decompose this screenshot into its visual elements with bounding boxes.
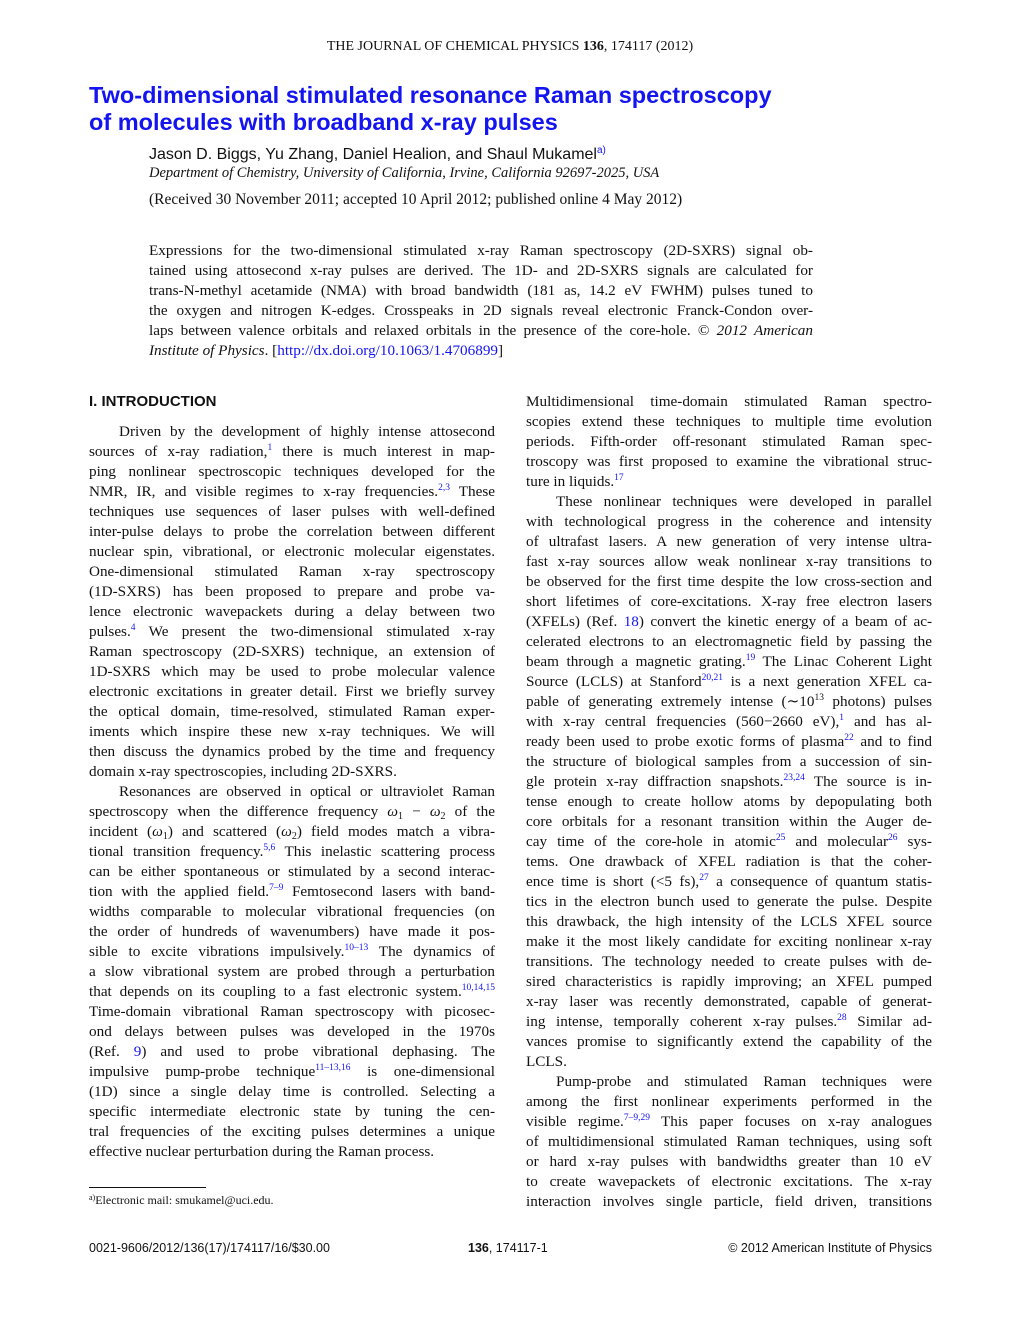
text-run: the optical domain, time-resolved, stimulated Raman exper- — [89, 703, 495, 720]
citation-link[interactable]: 10,14,15 — [461, 983, 495, 993]
text-line — [149, 281, 813, 301]
text-line — [89, 842, 495, 862]
text-line — [526, 792, 932, 812]
text-run: visible regime. — [526, 1113, 624, 1130]
journal-volume: 136 — [582, 39, 604, 54]
text-run: vances promise to significantly extend the capability of the — [526, 1033, 932, 1050]
text-line — [526, 1012, 932, 1032]
text-run: (XFELs) (Ref. — [526, 613, 624, 630]
text-line — [89, 562, 495, 582]
text-run: Raman spectroscopy (2D-SXRS) technique, an extension of — [89, 643, 495, 660]
text-run: fast x-ray sources allow weak nonlinear x-ray transitions to — [526, 553, 932, 570]
text-line — [526, 732, 932, 752]
text-run: LCLS. — [526, 1053, 567, 1070]
text-line — [89, 962, 495, 982]
text-run: photons) pulses — [824, 693, 932, 710]
text-line — [526, 1112, 932, 1132]
text-line — [526, 912, 932, 932]
text-run: among the first nonlinear experiments performed in the — [526, 1093, 932, 1110]
text-run: . [ — [264, 342, 278, 359]
text-line — [89, 922, 495, 942]
text-run: These — [449, 483, 495, 500]
text-run: Expressions for the two-dimensional stimulated x-ray Raman spectroscopy (2D-SXRS) signal ob- — [149, 242, 813, 259]
text-line — [526, 392, 932, 412]
text-line — [89, 542, 495, 562]
text-line — [149, 261, 813, 281]
text-run: pulses. — [89, 623, 131, 640]
text-run: Source (LCLS) at Stanford — [526, 673, 702, 690]
math-symbol: ω — [281, 823, 292, 840]
text-run: gle protein x-ray diffraction snapshots. — [526, 773, 784, 790]
title-line-2: of molecules with broadband x-ray pulses — [89, 109, 558, 135]
citation-link[interactable]: 28 — [837, 1013, 847, 1023]
text-run: and molecular — [785, 833, 888, 850]
text-run: ) and scattered ( — [167, 823, 282, 840]
text-line — [526, 532, 932, 552]
text-run: troscopy was first proposed to examine the vibrational struc- — [526, 453, 932, 470]
citation-link[interactable]: 7–9,29 — [623, 1113, 650, 1123]
text-line — [89, 1062, 495, 1082]
text-line — [526, 632, 932, 652]
text-run: ing intense, temporally coherent x-ray pulses. — [526, 1013, 838, 1030]
text-line — [89, 682, 495, 702]
citation-link[interactable]: 7–9 — [269, 883, 284, 893]
text-run: (1D) since a single delay time is controlled. Selecting a — [89, 1083, 495, 1100]
text-run: is one-dimensional — [350, 1063, 495, 1080]
text-run: ) convert the kinetic energy of a beam of ac- — [638, 613, 932, 630]
affiliation: Department of Chemistry, University of California, Irvine, California 92697-2025, USA — [149, 165, 660, 181]
text-run: Multidimensional time-domain stimulated Raman spectro- — [526, 393, 932, 410]
reference-link[interactable]: 18 — [623, 613, 639, 630]
text-line — [89, 422, 495, 442]
text-run: that depends on its coupling to a fast electronic system. — [89, 983, 462, 1000]
text-line — [526, 1172, 932, 1192]
text-run: incident ( — [89, 823, 153, 840]
citation-link[interactable]: 1 — [839, 713, 845, 723]
text-run: One-dimensional stimulated Raman x-ray spectroscopy — [89, 563, 495, 580]
text-line — [89, 762, 495, 782]
text-run: a slow vibrational system are probed through a perturbation — [89, 963, 495, 980]
text-run: Similar ad- — [846, 1013, 932, 1030]
text-line — [89, 442, 495, 462]
italic-text: Institute of Physics — [149, 342, 265, 359]
text-run: Resonances are observed in optical or ultraviolet Raman — [119, 783, 495, 800]
text-line — [89, 702, 495, 722]
right-column — [526, 392, 932, 1212]
text-run: trans-N-methyl acetamide (NMA) with broad bandwidth (181 as, 14.2 eV FWHM) pulses tuned to — [149, 282, 813, 299]
text-run: then discuss the dynamics probed by the time and frequency — [89, 743, 495, 760]
text-run: specific intermediate electronic state by tuning the cen- — [89, 1103, 495, 1120]
text-run: there is much interest in map- — [272, 443, 495, 460]
text-run: The dynamics of — [368, 943, 495, 960]
text-run: the order of hundreds of wavenumbers) have made it pos- — [89, 923, 495, 940]
text-line — [526, 672, 932, 692]
text-line — [149, 241, 813, 261]
text-line — [526, 712, 932, 732]
citation-link[interactable]: 27 — [699, 873, 709, 883]
text-run: ence time is short (<5 fs), — [526, 873, 700, 890]
text-run: ture in liquids. — [526, 473, 615, 490]
text-run: tional transition frequency. — [89, 843, 264, 860]
text-line — [526, 1132, 932, 1152]
text-line — [89, 1122, 495, 1142]
text-run: spectroscopy when the difference frequency — [89, 803, 388, 820]
text-run: tained using attosecond x-ray pulses are derived. The 1D- and 2D-SXRS signals are calculated for — [149, 262, 813, 279]
text-run: of ultrafast lasers. A new generation of very intense ultra- — [526, 533, 932, 550]
text-line — [89, 802, 495, 822]
text-line — [526, 1152, 932, 1172]
text-line — [89, 502, 495, 522]
subscript: 1 — [398, 811, 404, 822]
text-line — [89, 782, 495, 802]
article-title — [89, 82, 772, 136]
text-run: periods. Fifth-order off-resonant stimulated Raman spec- — [526, 433, 932, 450]
text-line — [89, 642, 495, 662]
text-run: techniques use sequences of laser pulses with well-defined — [89, 503, 495, 520]
journal-article-info: , 174117 (2012) — [603, 39, 694, 54]
text-line — [526, 1032, 932, 1052]
citation-link[interactable]: 1 — [267, 443, 273, 453]
text-line — [526, 1052, 932, 1072]
text-run: make it the most likely candidate for exciting nonlinear x-ray — [526, 933, 932, 950]
text-run: This inelastic scattering process — [275, 843, 495, 860]
text-line — [89, 882, 495, 902]
text-run: (1D-SXRS) has been proposed to prepare and probe va- — [89, 583, 495, 600]
text-run: beam through a magnetic grating. — [526, 653, 746, 670]
subscript: 1 — [162, 831, 168, 842]
text-run: ond delays between pulses was developed in the 1970s — [89, 1023, 495, 1040]
text-line — [149, 341, 813, 361]
text-line — [89, 742, 495, 762]
text-run: ) and used to probe vibrational dephasing. The — [141, 1043, 495, 1060]
text-run: a consequence of quantum statis- — [708, 873, 932, 890]
subscript: 2 — [440, 811, 446, 822]
text-run: or hard x-ray pulses with bandwidths greater than 10 eV — [526, 1153, 932, 1170]
text-line — [526, 1092, 932, 1112]
text-run: of multidimensional stimulated Raman techniques, using soft — [526, 1133, 932, 1150]
text-line — [526, 492, 932, 512]
text-line — [526, 1072, 932, 1092]
text-line — [89, 982, 495, 1002]
text-run: Pump-probe and stimulated Raman techniques were — [556, 1073, 932, 1090]
math-symbol: ω — [152, 823, 163, 840]
text-line — [89, 482, 495, 502]
text-run: tion with the applied field. — [89, 883, 270, 900]
text-run: domain x-ray spectroscopies, including 2D-SXRS. — [89, 763, 397, 780]
text-run: interaction involves single particle, field driven, transitions — [526, 1193, 932, 1210]
text-line — [89, 822, 495, 842]
footer-issn: 0021-9606/2012/136(17)/174117/16/$30.00 — [89, 1241, 330, 1255]
text-line — [526, 952, 932, 972]
text-run: impulsive pump-probe technique — [89, 1063, 316, 1080]
text-run: is a next generation XFEL ca- — [723, 673, 932, 690]
text-run: ready been used to probe exotic forms of plasma — [526, 733, 845, 750]
text-run: We present the two-dimensional stimulated x-ray — [135, 623, 495, 640]
text-line — [89, 462, 495, 482]
doi-link[interactable]: http://dx.doi.org/10.1063/1.4706899 — [277, 342, 499, 359]
text-line — [526, 892, 932, 912]
text-run: ] — [498, 342, 504, 359]
text-run: sources of x-ray radiation, — [89, 443, 268, 460]
text-run: effective nuclear perturbation during the Raman process. — [89, 1143, 435, 1160]
exponent: 13 — [814, 693, 824, 703]
text-run: NMR, IR, and visible regimes to x-ray frequencies. — [89, 483, 439, 500]
text-run: The source is in- — [804, 773, 932, 790]
text-line — [526, 452, 932, 472]
text-line — [89, 1082, 495, 1102]
text-line — [526, 872, 932, 892]
text-run: short lifetimes of core-excitations. X-ray free electron lasers — [526, 593, 932, 610]
text-run: the structure of biological samples from a succession of sin- — [526, 753, 932, 770]
text-line — [526, 472, 932, 492]
citation-link[interactable]: 4 — [130, 623, 136, 633]
text-run: This paper focuses on x-ray analogues — [649, 1113, 932, 1130]
title-line-1: Two-dimensional stimulated resonance Raman spectroscopy — [89, 82, 772, 108]
citation-link[interactable]: 11–13,16 — [315, 1063, 351, 1073]
abstract — [149, 241, 813, 361]
text-line — [526, 832, 932, 852]
footnote-divider — [89, 1187, 206, 1188]
text-run: Driven by the development of highly intense attosecond — [119, 423, 495, 440]
citation-link[interactable]: 22 — [844, 733, 854, 743]
math-symbol: ω — [387, 803, 399, 820]
citation-link[interactable]: 17 — [614, 473, 624, 483]
citation-link[interactable]: 26 — [888, 833, 898, 843]
author-footnote-link[interactable]: a) — [596, 145, 606, 156]
left-column — [89, 422, 495, 1162]
text-run: widths comparable to molecular vibrational frequencies (on — [89, 903, 495, 920]
footnote-text: Electronic mail: smukamel@uci.edu. — [95, 1193, 274, 1207]
text-run: pable of generating extremely intense (∼10 — [526, 693, 815, 710]
text-run: Time-domain vibrational Raman spectroscopy with picosec- — [89, 1003, 495, 1020]
text-line — [526, 412, 932, 432]
text-line — [526, 932, 932, 952]
citation-link[interactable]: 25 — [775, 833, 786, 843]
text-run: (Ref. — [89, 1043, 134, 1060]
text-line — [149, 321, 813, 341]
citation-link[interactable]: 5,6 — [263, 843, 276, 853]
text-run: and has al- — [844, 713, 932, 730]
text-line — [526, 852, 932, 872]
text-run: of the — [445, 803, 495, 820]
text-run: These nonlinear techniques were developed in parallel — [556, 493, 932, 510]
text-run: lence electronic wavepackets during a delay between two — [89, 603, 495, 620]
text-run: and to find — [853, 733, 932, 750]
text-line — [526, 652, 932, 672]
journal-header — [0, 39, 1020, 55]
text-line — [526, 432, 932, 452]
citation-link[interactable]: 19 — [745, 653, 756, 663]
text-run: Femtosecond lasers with band- — [283, 883, 495, 900]
text-run: tral frequencies of the exciting pulses determines a unique — [89, 1123, 495, 1140]
text-line — [89, 1142, 495, 1162]
text-run: be observed for the first time despite the low cross-section and — [526, 573, 932, 590]
received-dates: (Received 30 November 2011; accepted 10 April 2012; published online 4 May 2012) — [149, 191, 683, 208]
text-run: electronic excitations in greater detail. First we briefly survey — [89, 683, 495, 700]
text-line — [526, 592, 932, 612]
text-run: sys- — [897, 833, 932, 850]
author-names: Jason D. Biggs, Yu Zhang, Daniel Healion, and Shaul Mukamel — [149, 146, 597, 163]
text-line — [89, 862, 495, 882]
section-heading: I. INTRODUCTION — [89, 393, 217, 410]
text-line — [89, 1042, 495, 1062]
footer-copyright: © 2012 American Institute of Physics — [728, 1241, 932, 1255]
footer-page-number — [468, 1241, 548, 1255]
journal-name: THE JOURNAL OF CHEMICAL PHYSICS — [326, 39, 583, 54]
footnote — [89, 1193, 274, 1208]
text-line — [149, 301, 813, 321]
text-line — [89, 942, 495, 962]
text-line — [526, 612, 932, 632]
text-line — [89, 1022, 495, 1042]
author-list — [149, 146, 606, 164]
text-run: nuclear spin, vibrational, or electronic molecular eigenstates. — [89, 543, 495, 560]
text-line — [89, 722, 495, 742]
math-symbol: ω — [429, 803, 441, 820]
text-run: x-ray laser was recently demonstrated, capable of generat- — [526, 993, 932, 1010]
text-line — [526, 572, 932, 592]
text-line — [526, 692, 932, 712]
text-line — [89, 662, 495, 682]
text-line — [526, 552, 932, 572]
text-run: iments which inspire these new x-ray techniques. We will — [89, 723, 495, 740]
text-run: inter-pulse delays to probe the correlation between different — [89, 523, 495, 540]
text-run: the oxygen and nitrogen K-edges. Crosspeaks in 2D signals reveal electronic Franck-Condon over- — [149, 302, 813, 319]
text-run: to create wavepackets of electronic excitations. The x-ray — [526, 1173, 932, 1190]
text-run: can be either spontaneous or stimulated by a second interac- — [89, 863, 495, 880]
text-run: tems. One drawback of XFEL radiation is that the coher- — [526, 853, 932, 870]
text-line — [526, 512, 932, 532]
citation-link[interactable]: 10–13 — [344, 943, 369, 953]
subscript: 2 — [291, 831, 297, 842]
text-line — [89, 522, 495, 542]
text-line — [89, 622, 495, 642]
text-line — [89, 582, 495, 602]
reference-link[interactable]: 9 — [133, 1043, 142, 1060]
text-line — [526, 972, 932, 992]
text-run: core orbitals for a resonant transition within the Auger de- — [526, 813, 932, 830]
italic-text: 2012 American — [716, 322, 813, 339]
citation-link[interactable]: 23,24 — [783, 773, 805, 783]
footer-page: , 174117-1 — [488, 1241, 548, 1255]
text-line — [526, 1192, 932, 1212]
citation-link[interactable]: 2,3 — [438, 483, 450, 493]
text-line — [89, 602, 495, 622]
text-run: transitions. The technology needed to create pulses with de- — [526, 953, 932, 970]
text-line — [526, 992, 932, 1012]
footnote-mark: a) — [89, 1193, 96, 1202]
text-line — [526, 752, 932, 772]
text-run: this drawback, the high intensity of the LCLS XFEL source — [526, 913, 932, 930]
text-line — [89, 1102, 495, 1122]
text-run: with x-ray central frequencies (560−2660 eV), — [526, 713, 840, 730]
text-line — [526, 812, 932, 832]
footer-volume: 136 — [468, 1241, 489, 1255]
text-run: The Linac Coherent Light — [755, 653, 932, 670]
text-line — [89, 1002, 495, 1022]
text-run: − — [403, 803, 430, 820]
text-run: ) field modes match a vibra- — [296, 823, 495, 840]
text-run: cay time of the core-hole in atomic — [526, 833, 776, 850]
citation-link[interactable]: 20,21 — [701, 673, 724, 683]
text-run: tics in the electron bunch used to generate the pulse. Despite — [526, 893, 932, 910]
text-run: with technological progress in the coherence and intensity — [526, 513, 932, 530]
text-run: ping nonlinear spectroscopic techniques developed for the — [89, 463, 495, 480]
text-run: celerated electrons to an electromagnetic field by passing the — [526, 633, 932, 650]
text-run: laps between valence orbitals and relaxed orbitals in the presence of the core-hole. © — [149, 322, 717, 339]
text-run: sired characteristics is rapidly improving; an XFEL pumped — [526, 973, 932, 990]
text-run: 1D-SXRS which may be used to probe molecular valence — [89, 663, 495, 680]
text-run: tense enough to create hollow atoms by depopulating both — [526, 793, 932, 810]
text-run: scopies extend these techniques to multiple time evolution — [526, 413, 932, 430]
text-line — [526, 772, 932, 792]
text-run: sible to excite vibrations impulsively. — [89, 943, 345, 960]
text-line — [89, 902, 495, 922]
